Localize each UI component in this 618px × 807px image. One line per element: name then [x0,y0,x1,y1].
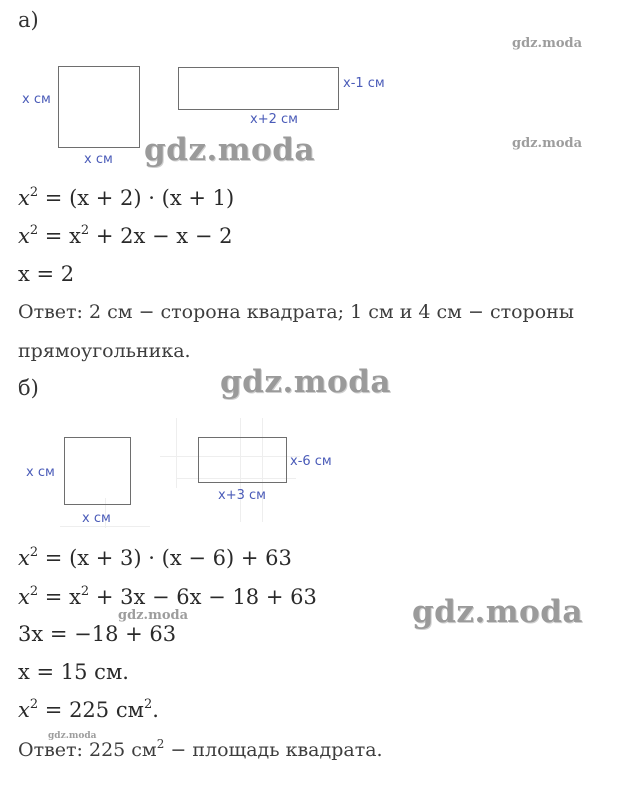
part-a-rect-side-label: x-1 см [343,76,385,91]
part-b-equation-5: $x^2 = 225$ $см^2$. [18,697,159,722]
part-b-equation-4: x = 15 см. [18,660,129,684]
part-a-square-side-label: x см [22,92,51,107]
part-b-answer: Ответ: 225 $см^2$ − площадь квадрата. [18,737,383,761]
part-a-rectangle [178,67,339,110]
part-b-square-bottom-label: x см [82,511,111,526]
part-a-rect-bottom-label: x+2 см [250,112,298,127]
part-a-answer-line-2: прямоугольника. [18,340,191,362]
part-b-square [64,437,131,505]
part-b-rect-bottom-label: x+3 см [218,488,266,503]
part-a-equation-1: $x^2 = (x + 2) \cdot (x + 1)$ [18,185,235,210]
part-b-square-side-label: x см [26,465,55,480]
watermark-big-1: gdz.moda [144,132,315,168]
watermark-small-1: gdz.moda [512,36,583,51]
part-a-square [58,66,140,148]
part-a-label: а) [18,8,39,32]
part-b-label: б) [18,376,39,400]
watermark-big-3: gdz.moda [412,594,583,630]
part-b-equation-3: 3x = −18 + 63 [18,622,177,646]
part-a-answer-line-1: Ответ: 2 см − сторона квадрата; 1 см и 4 см − стороны [18,301,574,323]
part-a-square-bottom-label: x см [84,152,113,167]
part-a-equation-3: x = 2 [18,262,75,286]
part-a-equation-2: $x^2 = x^2 + 2x - x - 2$ [18,223,233,248]
watermark-small-2: gdz.moda [512,136,583,151]
part-b-rectangle [198,437,287,483]
watermark-tiny: gdz.moda [48,731,97,741]
watermark-small-3: gdz.moda [118,608,189,623]
part-b-equation-1: $x^2 = (x + 3) \cdot (x - 6) + 63$ [18,545,292,570]
part-b-equation-2: $x^2 = x^2 + 3x - 6x - 18 + 63$ [18,584,317,609]
part-b-rect-side-label: x-6 см [290,454,332,469]
watermark-big-2: gdz.moda [220,364,391,400]
